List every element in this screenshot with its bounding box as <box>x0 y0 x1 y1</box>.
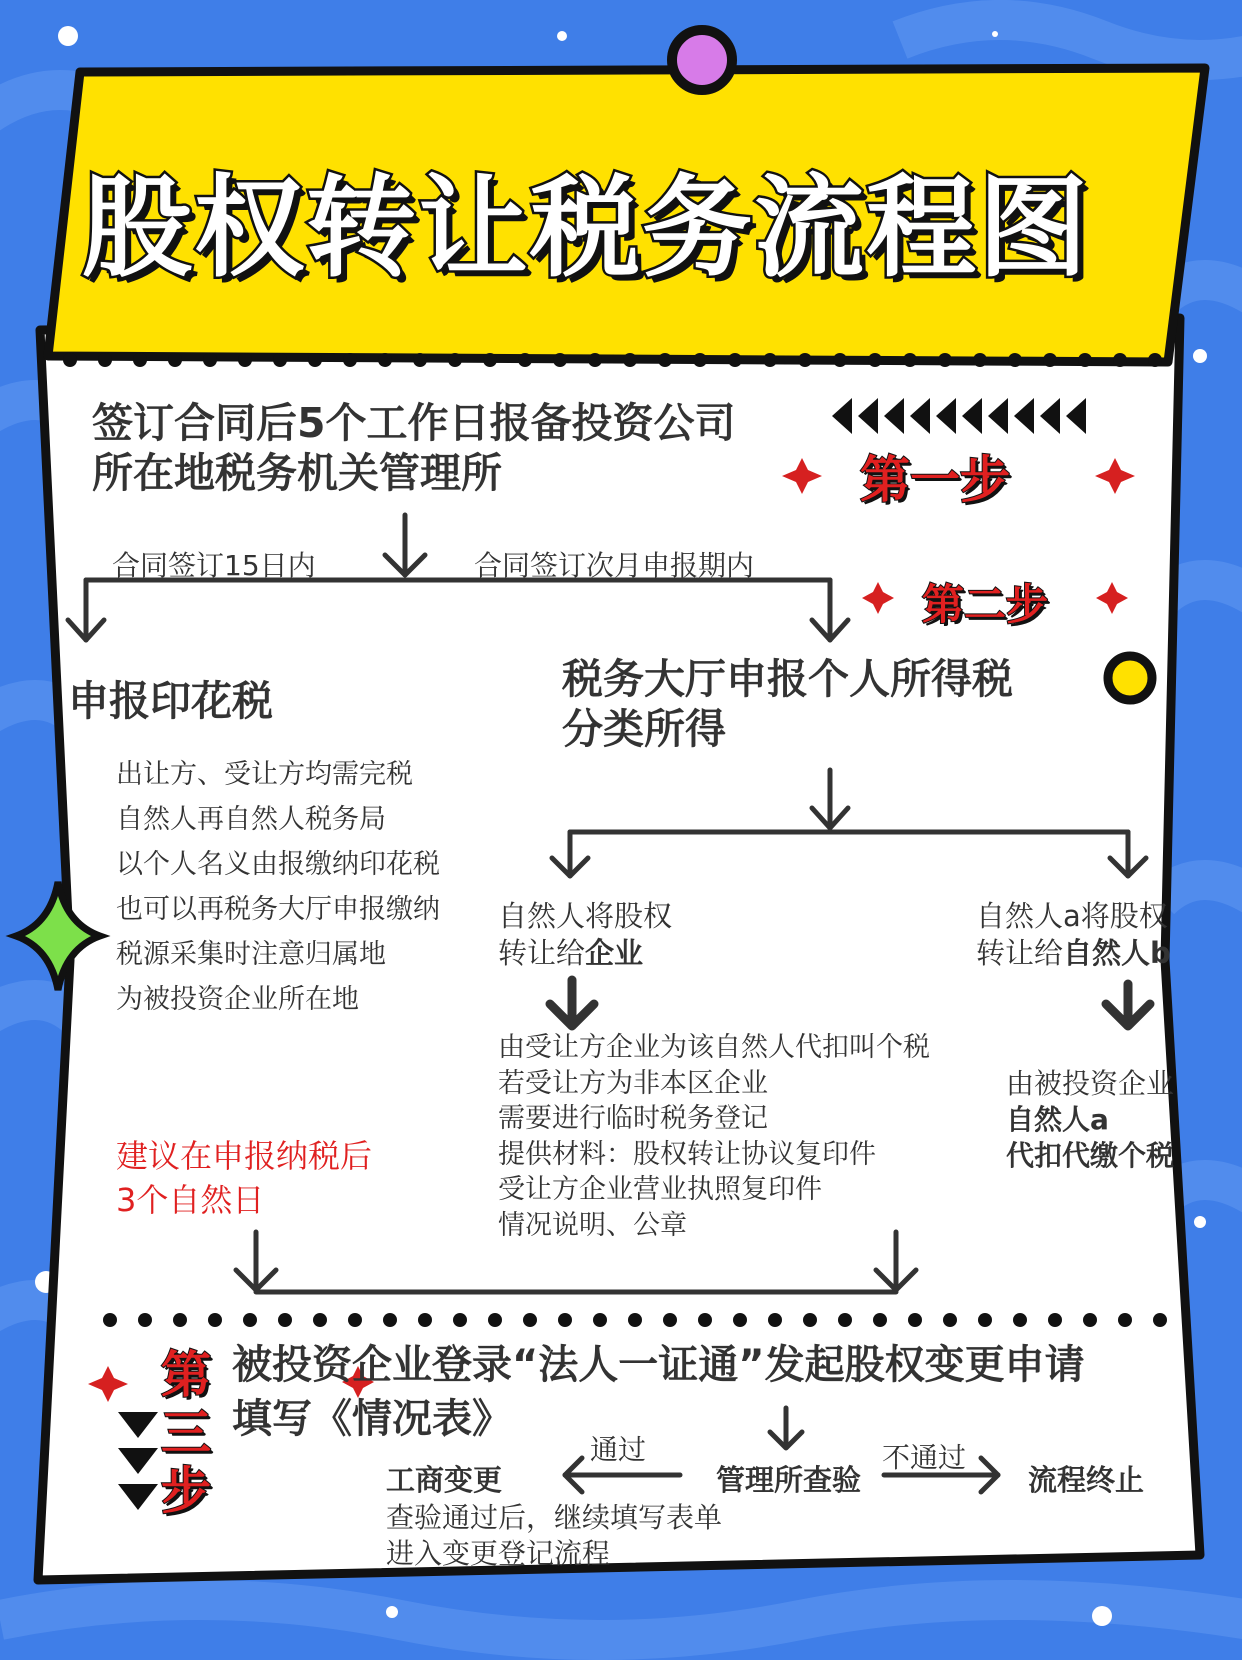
step1-text <box>92 398 736 498</box>
step3-line: 被投资企业登录“法人一证通”发起股权变更申请 <box>232 1342 1085 1388</box>
pass-label: 通过 <box>590 1433 647 1466</box>
note-line: 以个人名义由报缴纳印花税 <box>116 849 440 880</box>
step3-char: 步 <box>161 1462 211 1520</box>
note-line: 受让方企业营业执照复印件 <box>498 1174 822 1205</box>
step3-char: 三 <box>161 1404 211 1462</box>
note-line: 查验通过后，继续填写表单 <box>386 1501 723 1534</box>
step3-char: 第 <box>161 1346 211 1404</box>
step1-label: 第一步 <box>860 451 1010 509</box>
advice-line: 建议在申报纳税后 <box>116 1137 373 1175</box>
heading-line: 自然人将股权 <box>498 899 673 933</box>
heading-bold: 企业 <box>585 936 644 970</box>
note-line: 为被投资企业所在地 <box>116 984 359 1015</box>
check-node: 管理所查验 <box>716 1463 862 1497</box>
pin-icon <box>672 30 732 90</box>
heading-line: 自然人a将股权 <box>976 899 1168 933</box>
income-tax-title <box>562 654 1013 754</box>
income-tax-line: 税务大厅申报个人所得税 <box>562 655 1013 703</box>
pass-result: 工商变更 <box>386 1463 503 1497</box>
advice-text <box>116 1134 372 1222</box>
fail-result: 流程终止 <box>1028 1463 1145 1497</box>
pass-notes <box>386 1500 722 1572</box>
dot-icon <box>1108 656 1152 700</box>
step1-line: 签订合同后5个工作日报备投资公司 <box>92 399 736 447</box>
to-person-heading <box>976 898 1171 972</box>
step3-label <box>156 1346 216 1520</box>
to-company-heading <box>498 898 672 972</box>
stamp-tax-notes <box>116 752 440 1022</box>
step1-line: 所在地税务机关管理所 <box>92 449 502 497</box>
note-line: 需要进行临时税务登记 <box>498 1103 768 1134</box>
note-line: 自然人再自然人税务局 <box>116 804 386 835</box>
stamp-tax-title: 申报印花税 <box>68 677 273 725</box>
note-line: 进入变更登记流程 <box>386 1537 611 1570</box>
note-line: 提供材料：股权转让协议复印件 <box>498 1138 876 1170</box>
fail-label: 不通过 <box>882 1441 967 1474</box>
branch-label-left: 合同签订15日内 <box>112 549 316 582</box>
heading-line <box>976 935 1171 972</box>
heading-bold: 自然人b <box>1063 936 1171 970</box>
note-line: 也可以再税务大厅申报缴纳 <box>116 894 440 925</box>
note-line: 自然人a <box>1006 1103 1109 1136</box>
step3-text <box>232 1338 1085 1446</box>
note-line: 若受让方为非本区企业 <box>498 1067 768 1099</box>
page-title: 股权转让税务流程图 <box>82 164 1090 292</box>
note-line: 由受让方企业为该自然人代扣叫个税 <box>498 1032 930 1063</box>
heading-line <box>498 935 672 972</box>
heading-text: 转让给 <box>976 936 1064 970</box>
note-line: 由被投资企业 <box>1006 1067 1175 1100</box>
note-line: 代扣代缴个税 <box>1006 1139 1175 1172</box>
step3-line: 填写《情况表》 <box>232 1396 512 1442</box>
note-line: 情况说明、公章 <box>498 1209 687 1241</box>
note-line: 税源采集时注意归属地 <box>116 939 386 970</box>
advice-line: 3个自然日 <box>116 1181 265 1219</box>
to-person-notes <box>1006 1066 1174 1174</box>
heading-text: 转让给 <box>498 936 586 970</box>
step2-label: 第二步 <box>922 580 1049 629</box>
income-tax-line: 分类所得 <box>562 705 726 753</box>
branch-label-right: 合同签订次月申报期内 <box>474 549 755 582</box>
to-company-notes <box>498 1030 930 1243</box>
note-line: 出让方、受让方均需完税 <box>116 759 413 790</box>
